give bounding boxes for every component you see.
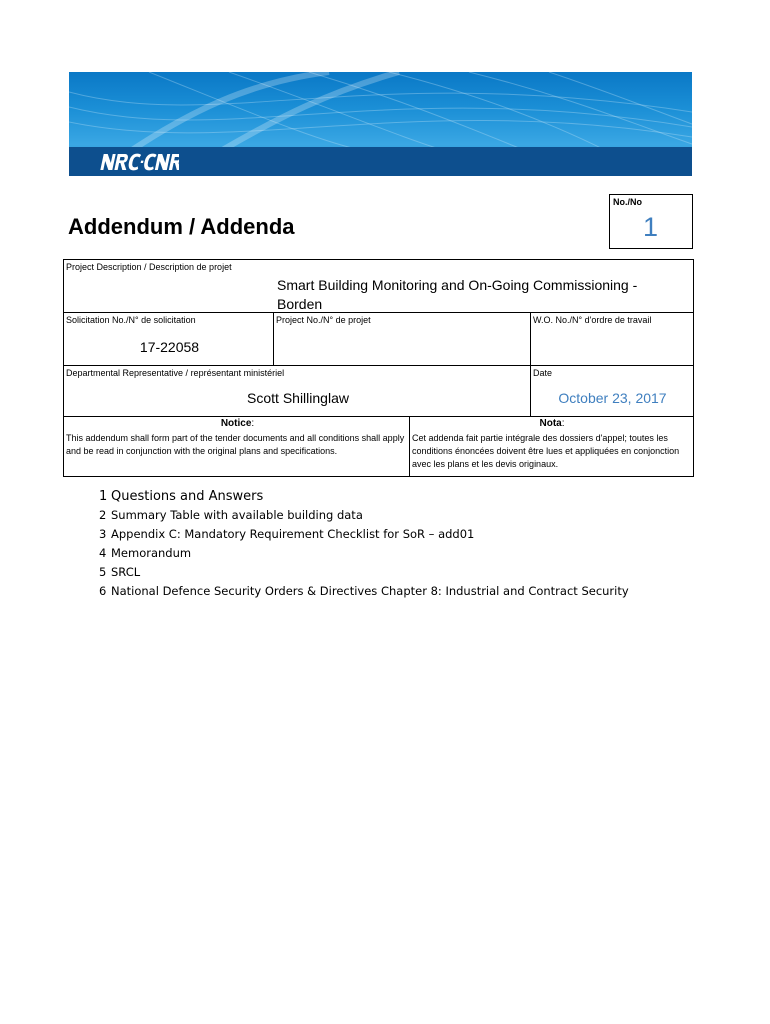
item-text: Questions and Answers [111,489,264,504]
rep-label: Departmental Representative / représentant ministériel [66,368,285,378]
project-no-label: Project No./N° de projet [276,315,371,325]
nrc-banner [69,72,692,176]
wo-label: W.O. No./N° d'ordre de travail [533,315,652,325]
project-description-label: Project Description / Description de projet [66,262,232,272]
date-value: October 23, 2017 [558,390,667,406]
item-text: Memorandum [111,546,192,560]
list-item [99,506,629,525]
item-text: Summary Table with available building data [111,508,363,522]
addendum-items-list [99,487,629,601]
list-item [99,582,629,601]
item-number: 3 [99,527,107,541]
notice-cell [63,416,410,476]
nrc-cnrc-logo [99,148,179,174]
list-item [99,563,629,582]
list-item [99,544,629,563]
notice-title: Notice [220,418,252,429]
item-number: 5 [99,565,107,579]
nota-title: Nota [539,418,562,429]
rep-cell [63,365,531,417]
solicitation-value: 17-22058 [139,339,200,355]
wave-graphic-icon [69,72,692,152]
list-item [99,487,629,506]
wo-cell [530,312,693,366]
solicitation-label: Solicitation No./N° de solicitation [66,315,196,325]
nota-cell [409,416,693,476]
date-label: Date [533,368,553,378]
nota-text: Cet addenda fait partie intégrale des dossiers d'appel; toutes les conditions énoncées doivent être lues et appliquées en conjonction avec les plans et les devis originaux. [412,433,680,469]
addendum-form [63,259,694,477]
project-description-cell [63,259,693,313]
rep-value: Scott Shillinglaw [247,390,349,406]
number-value: 1 [642,212,658,242]
item-number: 6 [99,584,107,598]
page-title: Addendum / Addenda [68,214,295,239]
item-text: National Defence Security Orders & Directives Chapter 8: Industrial and Contract Security [111,584,629,598]
solicitation-cell [63,312,274,366]
item-number: 1 [99,489,108,504]
item-text: Appendix C: Mandatory Requirement Checklist for SoR – add01 [111,527,475,541]
nota-heading: Nota: [539,418,565,429]
notice-heading: Notice: [220,418,255,429]
number-label: No./No [613,197,642,207]
list-item [99,525,629,544]
item-number: 4 [99,546,107,560]
notice-text: This addendum shall form part of the tender documents and all conditions shall apply and be read in conjunction with the original plans and specifications. [66,433,405,456]
item-number: 2 [99,508,107,522]
addendum-number-box [609,194,693,249]
project-description-value: Smart Building Monitoring and On-Going Commissioning - Borden [277,277,638,312]
date-cell [530,365,693,417]
item-text: SRCL [111,565,141,579]
project-no-cell [273,312,531,366]
